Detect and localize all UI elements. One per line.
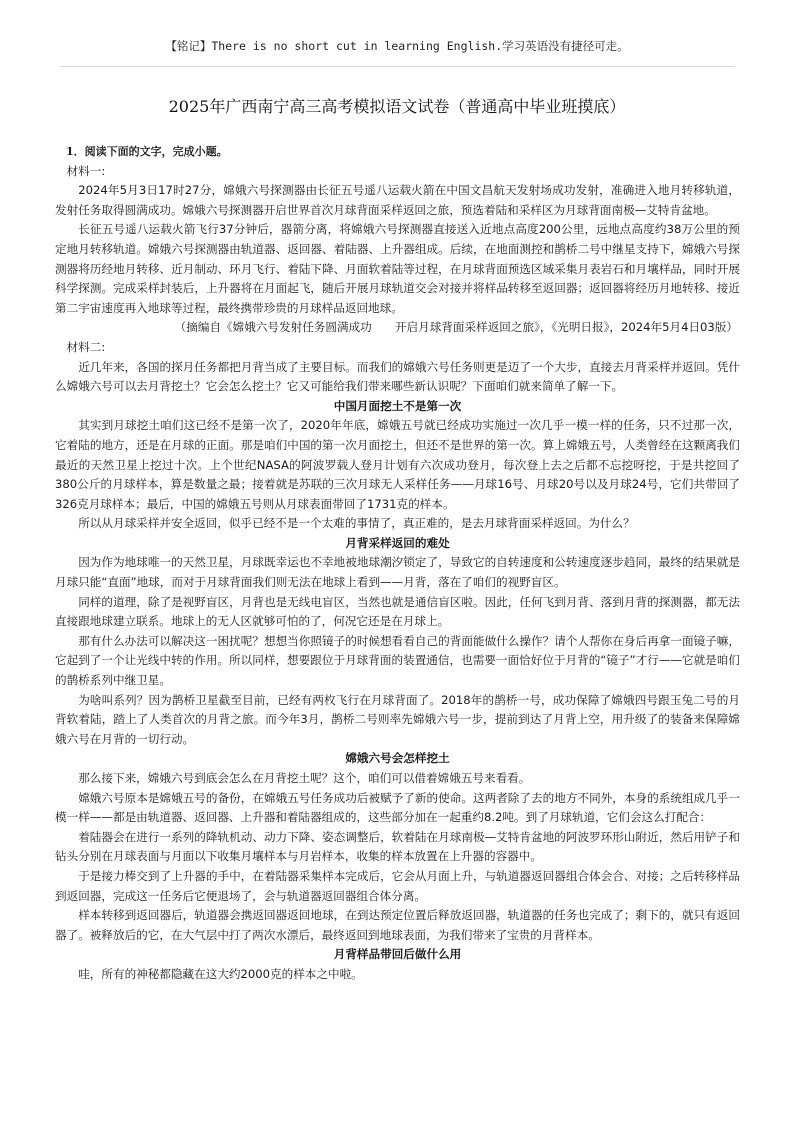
section-paragraph: 嫦娥六号原本是嫦娥五号的备份，在嫦娥五号任务成功后被赋予了新的使命。这两者除了去的地方不同外，本身的系统组成几乎一模一样——都是由轨道器、返回器、上升器和着陆器组成的，这些部分加在一起重约8.2吨。到了月球轨道，它们会这么打配合： (55, 790, 740, 825)
section-paragraph: 那有什么办法可以解决这一困扰呢？想想当你照镜子的时候想看看自己的背面能做什么操作？请个人帮你在身后再拿一面镜子嘛，它起到了一个让光线中转的作用。所以同样，想要跟位于月球背面的装置通信，也需要一面恰好位于月背的“镜子”才行——它就是咱们的鹊桥系列中继卫星。 (55, 633, 740, 688)
section-paragraph: 哇，所有的神秘都隐藏在这大约2000克的样本之中啦。 (78, 966, 363, 981)
section-paragraph: 那么接下来，嫦娥六号到底会怎么在月背挖土呢？这个，咱们可以借着嫦娥五号来看看。 (78, 771, 531, 785)
section-heading: 月背样品带回后做什么用 (333, 947, 462, 962)
material1-paragraph: 长征五号遥八运载火箭飞行37分钟后，器箭分离，将嫦娥六号探测器直接送入近地点高度200公里，远地点高度约38万公里的预定地月转移轨道。嫦娥六号探测器由轨道器、返回器、着陆器、上升器组成。后续，在地面测控和鹊桥二号中继星支持下，嫦娥六号探测器将历经地月转移、近月制动、环月飞行、着陆下降、月面软着陆等过程，在月球背面预选区域采集月表岩石和月壤样品，同时开展科学探测。完成采样封装后，上升器将在月面起飞，随后开展月球轨道交会对接并将样品转移至返回器；返回器将经历月地转移、接近第二宇宙速度再入地球等过程，最终携带珍贵的月球样品返回地球。 (55, 222, 740, 315)
header-divider (60, 66, 735, 67)
section-paragraph: 因为作为地球唯一的天然卫星，月球既幸运也不幸地被地球潮汐锁定了，导致它的自转速度和公转速度逐步趋同，最终的结果就是月球只能“直面”地球，而对于月球背面我们则无法在地球上看到——月背，落在了咱们的视野盲区。 (55, 555, 740, 590)
section-paragraph: 于是接力棒交到了上升器的手中，在着陆器采集样本完成后，它会从月面上升，与轨道器返回器组合体会合、对接；之后转移样品到返回器，完成这一任务后它便退场了，会与轨道器返回器组合体分离。 (55, 868, 740, 903)
section-heading: 中国月面挖土不是第一次 (333, 398, 462, 413)
page-header-motto: 【铭记】There is no short cut in learning English.学习英语没有捷径可走。 (165, 39, 629, 53)
document-body (55, 142, 740, 985)
section-heading: 月背采样返回的难处 (345, 535, 450, 550)
question-prompt: 1．阅读下面的文字，完成小题。 (66, 145, 228, 158)
section-paragraph: 样本转移到返回器后，轨道器会携返回器返回地球，在到达预定位置后释放返回器，轨道器的任务也完成了；剩下的，就只有返回器了。被释放后的它，在大气层中打了两次水漂后，最终返回到地球表面，为我们带来了宝贵的月背样本。 (55, 908, 740, 942)
material1-paragraph: 2024年5月3日17时27分，嫦娥六号探测器由长征五号遥八运载火箭在中国文昌航天发射场成功发射，准确进入地月转移轨道，发射任务取得圆满成功。嫦娥六号探测器开启世界首次月球背面采样返回之旅，预选着陆和采样区为月球背面南极—艾特肯盆地。 (55, 183, 740, 217)
exam-title: 2025年广西南宁高三高考模拟语文试卷（普通高中毕业班摸底） (168, 97, 626, 116)
section-paragraph: 同样的道理，除了是视野盲区，月背也是无线电盲区，当然也就是通信盲区啦。因此，任何飞到月背、落到月背的探测器，都无法直接跟地球建立联系。地球上的无人区就够可怕的了，何况它还是在月球上。 (55, 594, 740, 629)
material2-label: 材料二: (66, 339, 106, 354)
section-heading: 嫦娥六号会怎样挖土 (345, 751, 450, 766)
section-paragraph: 所以从月球采样并安全返回，似乎已经不是一个太难的事情了，真正难的，是去月球背面采样返回。为什么？ (78, 516, 635, 531)
material2-intro: 近几年来，各国的探月任务都把月背当成了主要目标。而我们的嫦娥六号任务则更是迈了一个大步，直接去月背采样并返回。凭什么嫦娥六号可以去月背挖土？它会怎么挖土？它又可能给我们带来哪些新认识呢？下面咱们就来简单了解一下。 (55, 359, 740, 394)
material1-label: 材料一: (66, 163, 106, 178)
section-paragraph: 其实到月球挖土咱们这已经不是第一次了，2020年年底，嫦娥五号就已经成功实施过一次几乎一模一样的任务，只不过那一次，它着陆的地方，还是在月球的正面。那是咱们中国的第一次月面挖土，但还不是世界的第一次。算上嫦娥五号，人类曾经在这颗离我们最近的天然卫星上挖过十次。上个世纪NASA的阿波罗载人登月计划有六次成功登月，每次登上去之后都不忘挖呀挖，于是共挖回了380公斤的月球样本，算是数量之最；接着就是苏联的三次月球无人采样任务——月球16号、月球20号以及月球24号，它们共带回了326克月球样本；最后，中国的嫦娥五号则从月球表面带回了1731克的样本。 (55, 418, 740, 511)
material1-source: （摘编自《嫦娥六号发射任务圆满成功 开启月球背面采样返回之旅》，《光明日报》，2024年5月4日03版） (174, 320, 738, 335)
section-paragraph: 为啥叫系列？因为鹊桥卫星截至目前，已经有两枚飞行在月球背面了。2018年的鹊桥一号，成功保障了嫦娥四号跟玉兔二号的月背软着陆，踏上了人类首次的月背之旅。而今年3月，鹊桥二号则率先嫦娥六号一步，提前到达了月背上空，用升级了的装备来保障嫦娥六号在月背的一切行动。 (55, 692, 740, 746)
section-paragraph: 着陆器会在进行一系列的降轨机动、动力下降、姿态调整后，软着陆在月球南极—艾特肯盆地的阿波罗环形山附近，然后用铲子和钻头分别在月球表面与月面以下收集月壤样本与月岩样本，收集的样本放置在上升器的容器中。 (55, 829, 740, 864)
